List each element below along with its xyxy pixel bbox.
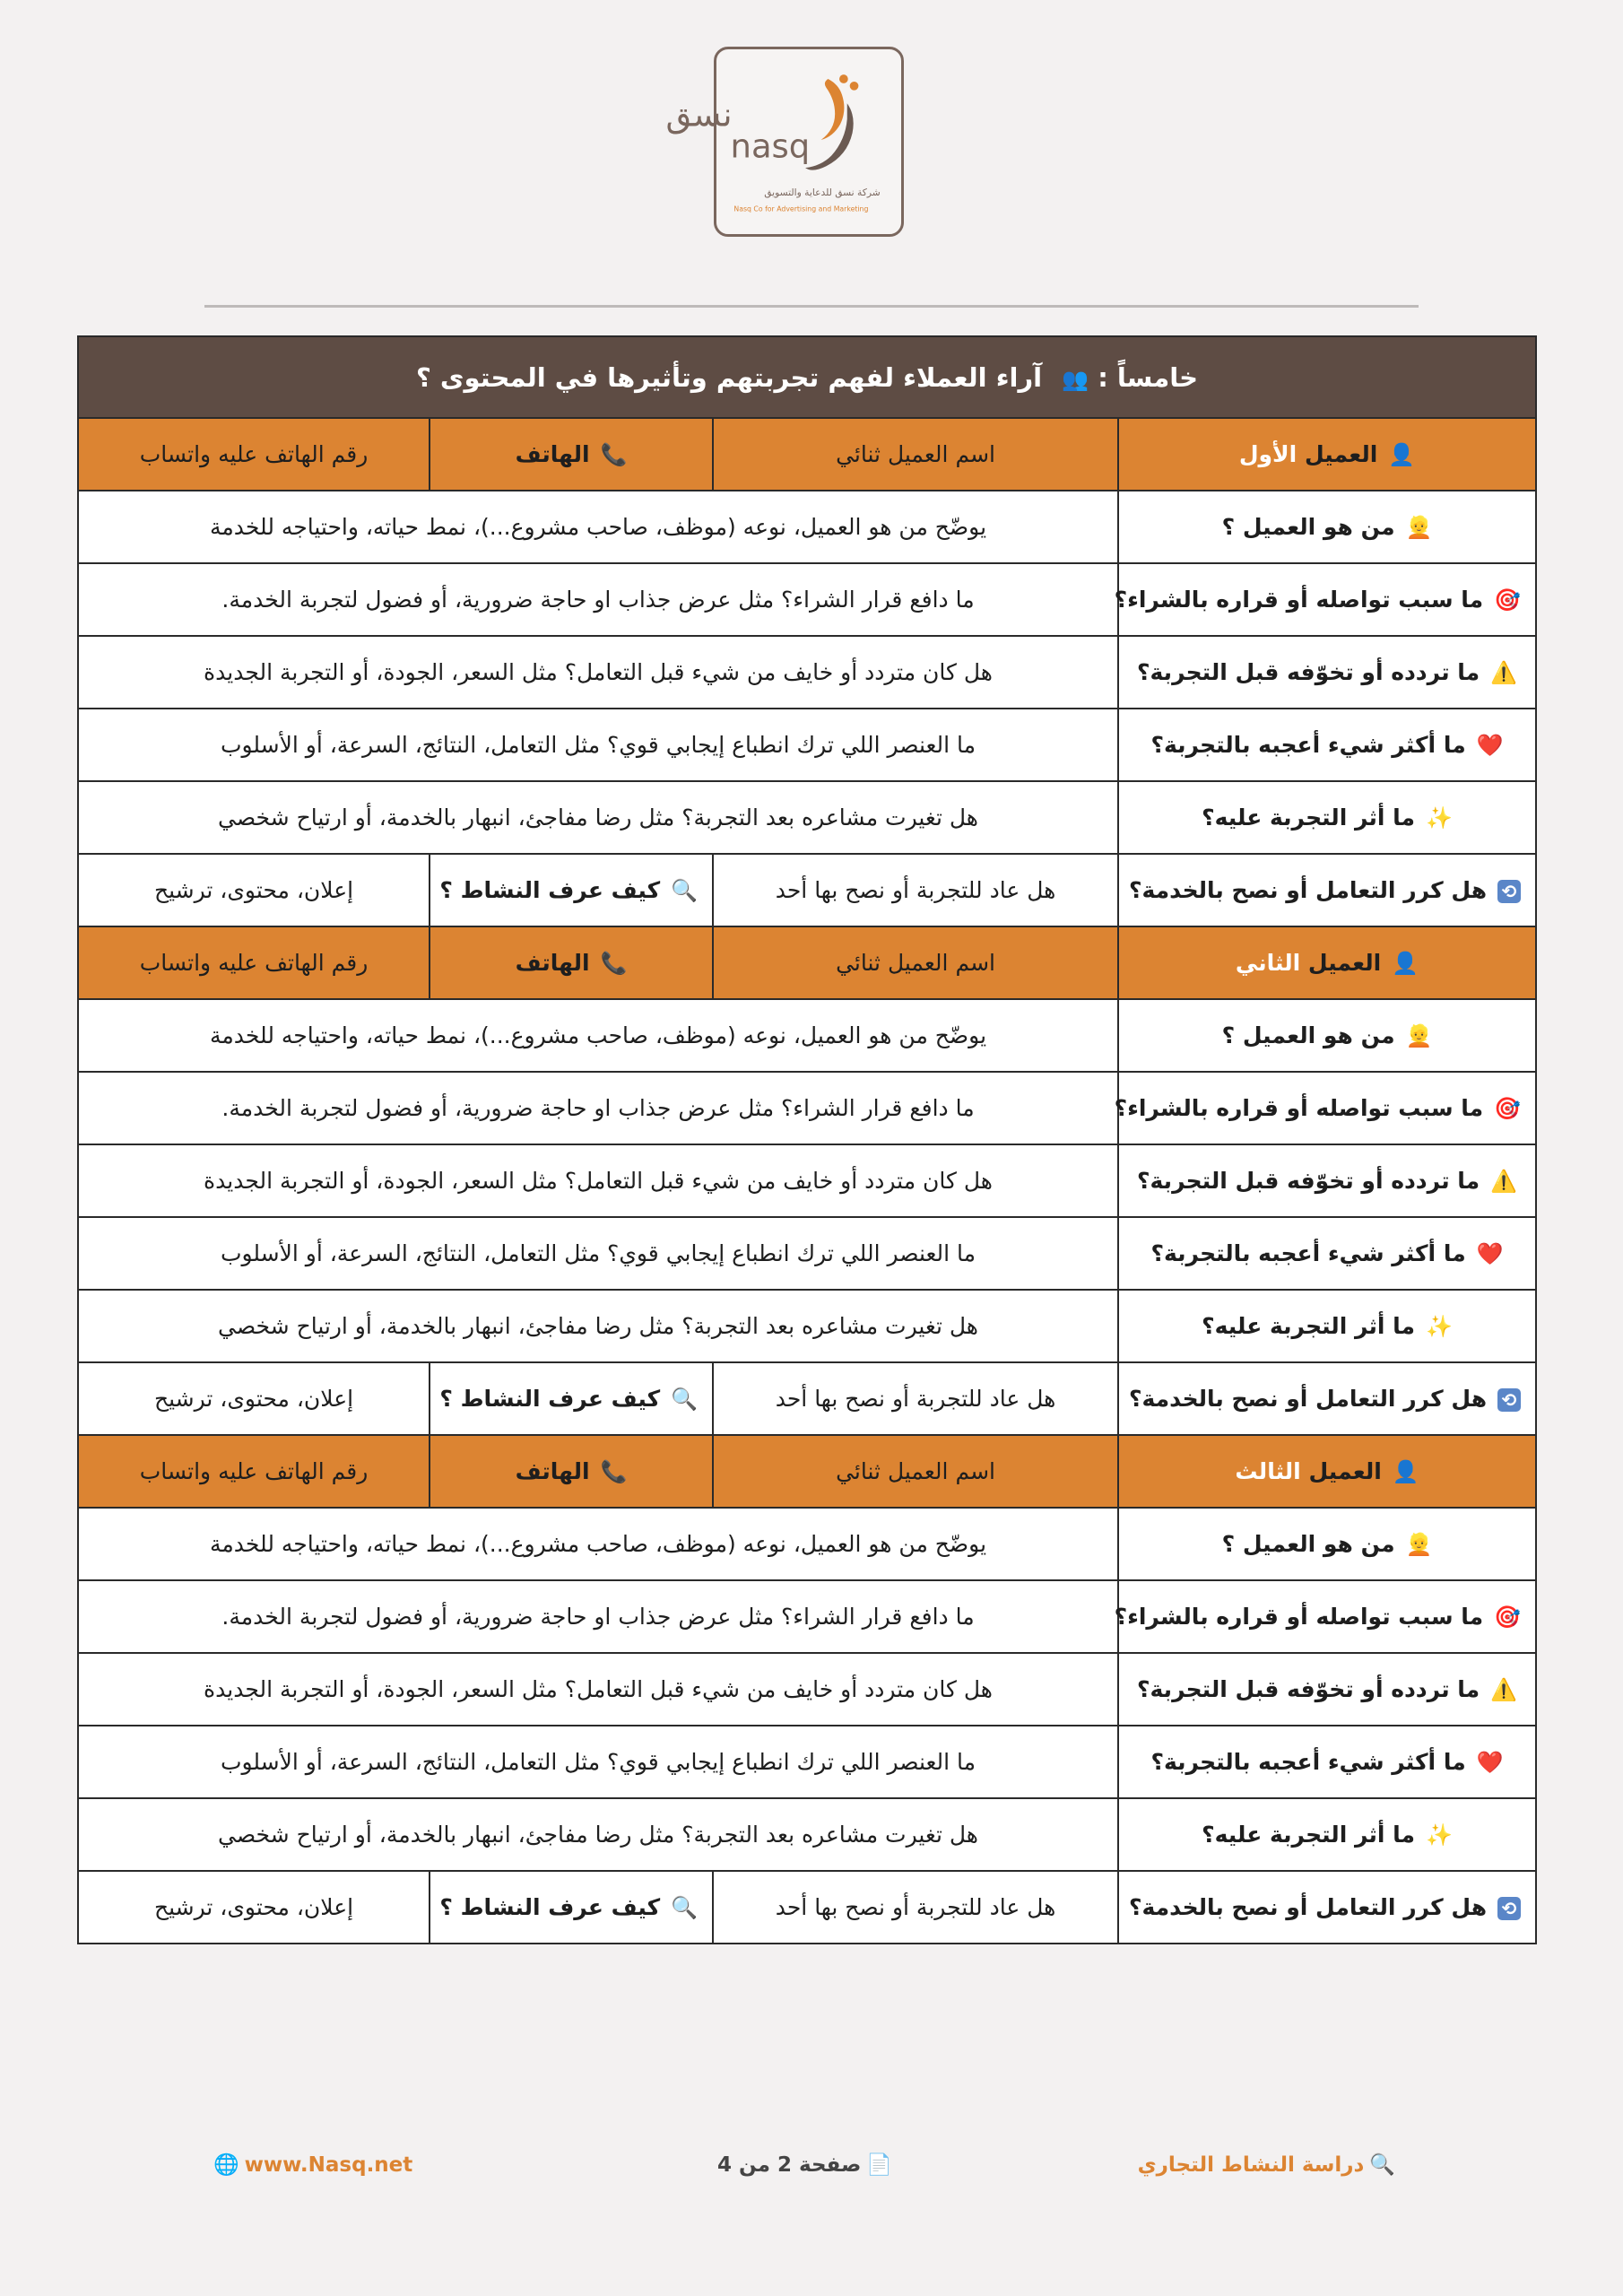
repeat-question: هل كرر التعامل أو نصح بالخدمة؟: [1129, 1894, 1488, 1920]
magnifier-icon: 🔍: [1369, 2153, 1395, 2177]
question-cell: [1118, 999, 1536, 1072]
answer-hint: هل كان متردد أو خايف من شيء قبل التعامل؟ مثل السعر، الجودة، أو التجربة الجديدة: [204, 1676, 993, 1702]
person-icon: 👱: [1405, 1023, 1433, 1048]
user-icon: 👤: [1388, 442, 1416, 467]
heart-icon: ❤️: [1476, 1241, 1504, 1266]
client-label-cell: [1118, 1435, 1536, 1508]
repeat-question: هل كرر التعامل أو نصح بالخدمة؟: [1129, 1386, 1488, 1412]
how-known-label-cell: [430, 854, 713, 926]
answer-cell[interactable]: [78, 563, 1118, 636]
phone-label-cell: [430, 418, 713, 491]
question-cell: [1118, 1144, 1536, 1217]
question-cell: [1118, 1508, 1536, 1580]
client-label: العميل: [1304, 441, 1378, 467]
phone-label: الهاتف: [515, 950, 590, 976]
phone-value-cell[interactable]: [78, 1435, 430, 1508]
answer-cell[interactable]: [78, 636, 1118, 709]
header-divider: [204, 305, 1419, 308]
question-cell: [1118, 1290, 1536, 1362]
question-text: ما أثر التجربة عليه؟: [1202, 1313, 1416, 1339]
warning-icon: ⚠️: [1490, 1169, 1518, 1194]
answer-cell[interactable]: [78, 1726, 1118, 1798]
client-label-cell: [1118, 418, 1536, 491]
question-text: ما أكثر شيء أعجبه بالتجربة؟: [1150, 1749, 1466, 1775]
answer-hint: هل تغيرت مشاعره بعد التجربة؟ مثل رضا مفاجئ، انبهار بالخدمة، أو ارتياح شخصي: [218, 1822, 978, 1848]
answer-hint: ما دافع قرار الشراء؟ مثل عرض جذاب او حاجة ضرورية، أو فضول لتجربة الخدمة.: [221, 1604, 975, 1630]
client-ordinal: الثاني: [1235, 950, 1301, 976]
client-name-cell[interactable]: [713, 926, 1118, 999]
answer-cell[interactable]: [78, 1653, 1118, 1726]
nasq-logo-mark: [665, 49, 901, 234]
globe-icon: 🌐: [213, 2153, 239, 2177]
repeat-answer-hint: هل عاد للتجربة أو نصح بها أحد: [775, 877, 1056, 903]
question-cell: [1118, 1798, 1536, 1871]
phone-label-cell: [430, 1435, 713, 1508]
how-known-value: إعلان، محتوى، ترشيح: [153, 1894, 354, 1920]
phone-icon: 📞: [600, 951, 628, 976]
footer-website[interactable]: [208, 2152, 412, 2177]
answer-cell[interactable]: [78, 1290, 1118, 1362]
question-row: [78, 709, 1536, 781]
client-ordinal: الأول: [1238, 441, 1298, 467]
question-row: [78, 1580, 1536, 1653]
footer-page-number: [717, 2152, 898, 2177]
answer-hint: ما العنصر اللي ترك انطباع إيجابي قوي؟ مثل التعامل، النتائج، السرعة، أو الأسلوب: [220, 1749, 976, 1775]
answer-hint: يوضّح من هو العميل، نوعه (موظف، صاحب مشروع...)، نمط حياته، واحتياجه للخدمة: [209, 1531, 987, 1557]
repeat-row: [78, 1871, 1536, 1944]
question-row: [78, 1726, 1536, 1798]
client-name-placeholder: اسم العميل ثنائي: [836, 950, 995, 976]
question-text: ما تردده أو تخوّفه قبل التجربة؟: [1137, 659, 1480, 685]
question-text: ما سبب تواصله أو قراره بالشراء؟: [1114, 1095, 1484, 1121]
footer-page-text: صفحة 2 من 4: [717, 2153, 862, 2177]
answer-cell[interactable]: [78, 999, 1118, 1072]
client-ordinal: الثالث: [1235, 1458, 1301, 1484]
client-label: العميل: [1308, 1458, 1382, 1484]
phone-value-cell[interactable]: [78, 418, 430, 491]
client-header-row: [78, 926, 1536, 999]
how-known-label: كيف عرف النشاط ؟: [439, 1386, 661, 1412]
question-cell: [1118, 491, 1536, 563]
repeat-answer-hint: هل عاد للتجربة أو نصح بها أحد: [775, 1386, 1056, 1412]
question-row: [78, 563, 1536, 636]
phone-icon: 📞: [600, 1459, 628, 1484]
client-name-cell[interactable]: [713, 418, 1118, 491]
answer-hint: ما العنصر اللي ترك انطباع إيجابي قوي؟ مثل التعامل، النتائج، السرعة، أو الأسلوب: [220, 732, 976, 758]
client-name-placeholder: اسم العميل ثنائي: [836, 1458, 995, 1484]
user-icon: 👤: [1392, 951, 1419, 976]
client-name-cell[interactable]: [713, 1435, 1118, 1508]
section-title-cell: [78, 336, 1536, 418]
answer-cell[interactable]: [78, 491, 1118, 563]
logo-name-ar: نسق: [665, 95, 733, 135]
answer-cell[interactable]: [78, 1580, 1118, 1653]
repeat-answer-cell[interactable]: [713, 1362, 1118, 1435]
repeat-answer-cell[interactable]: [713, 854, 1118, 926]
question-row: [78, 1217, 1536, 1290]
repeat-row: [78, 1362, 1536, 1435]
question-row: [78, 781, 1536, 854]
warning-icon: ⚠️: [1490, 660, 1518, 685]
question-cell: [1114, 1580, 1536, 1653]
sparkles-icon: ✨: [1426, 1314, 1453, 1339]
section-title: آراء العملاء لفهم تجربتهم وتأثيرها في المحتوى ؟: [415, 361, 1043, 393]
answer-hint: ما دافع قرار الشراء؟ مثل عرض جذاب او حاجة ضرورية، أو فضول لتجربة الخدمة.: [221, 1095, 975, 1121]
answer-cell[interactable]: [78, 781, 1118, 854]
phone-label: الهاتف: [515, 1458, 590, 1484]
repeat-question-cell: [1118, 1871, 1536, 1944]
how-known-value: إعلان، محتوى، ترشيح: [153, 1386, 354, 1412]
question-cell: [1118, 1217, 1536, 1290]
person-icon: 👱: [1405, 515, 1433, 540]
repeat-question: هل كرر التعامل أو نصح بالخدمة؟: [1129, 877, 1488, 903]
question-text: من هو العميل ؟: [1221, 514, 1395, 540]
phone-label-cell: [430, 926, 713, 999]
phone-value-placeholder: رقم الهاتف عليه واتساب: [139, 950, 369, 976]
question-row: [78, 1508, 1536, 1580]
client-label: العميل: [1307, 950, 1382, 976]
question-row: [78, 999, 1536, 1072]
answer-cell[interactable]: [78, 1072, 1118, 1144]
phone-value-placeholder: رقم الهاتف عليه واتساب: [139, 1458, 369, 1484]
repeat-row: [78, 854, 1536, 926]
question-cell: [1118, 709, 1536, 781]
section-title-row: [78, 336, 1536, 418]
repeat-answer-cell[interactable]: [713, 1871, 1118, 1944]
answer-hint: ما العنصر اللي ترك انطباع إيجابي قوي؟ مثل التعامل، النتائج، السرعة، أو الأسلوب: [220, 1240, 976, 1266]
answer-cell[interactable]: [78, 1798, 1118, 1871]
client-label-cell: [1118, 926, 1536, 999]
how-known-label: كيف عرف النشاط ؟: [439, 877, 661, 903]
question-row: [78, 1290, 1536, 1362]
customer-reviews-table: [77, 335, 1537, 1944]
question-row: [78, 1072, 1536, 1144]
logo-tagline-ar: شركة نسق للدعاية والتسويق: [764, 187, 881, 199]
phone-value-cell[interactable]: [78, 926, 430, 999]
question-text: ما تردده أو تخوّفه قبل التجربة؟: [1137, 1676, 1480, 1702]
sparkles-icon: ✨: [1426, 1822, 1453, 1848]
how-known-value-cell[interactable]: [78, 1362, 430, 1435]
repeat-icon: ⟲: [1497, 1897, 1521, 1920]
document-icon: 📄: [866, 2153, 892, 2177]
answer-hint: هل كان متردد أو خايف من شيء قبل التعامل؟ مثل السعر، الجودة، أو التجربة الجديدة: [204, 1168, 993, 1194]
answer-hint: يوضّح من هو العميل، نوعه (موظف، صاحب مشروع...)، نمط حياته، واحتياجه للخدمة: [209, 1022, 987, 1048]
footer-website-link[interactable]: www.Nasq.net: [244, 2153, 413, 2177]
question-cell: [1118, 636, 1536, 709]
answer-hint: ما دافع قرار الشراء؟ مثل عرض جذاب او حاجة ضرورية، أو فضول لتجربة الخدمة.: [221, 587, 975, 613]
warning-icon: ⚠️: [1490, 1677, 1518, 1702]
how-known-label-cell: [430, 1362, 713, 1435]
phone-value-placeholder: رقم الهاتف عليه واتساب: [139, 441, 369, 467]
answer-cell[interactable]: [78, 1217, 1118, 1290]
repeat-answer-hint: هل عاد للتجربة أو نصح بها أحد: [775, 1894, 1056, 1920]
sparkles-icon: ✨: [1426, 805, 1453, 831]
how-known-label: كيف عرف النشاط ؟: [439, 1894, 661, 1920]
target-icon: 🎯: [1494, 1096, 1522, 1121]
how-known-value-cell[interactable]: [78, 1871, 430, 1944]
question-cell: [1118, 781, 1536, 854]
question-text: من هو العميل ؟: [1221, 1531, 1395, 1557]
answer-cell[interactable]: [78, 709, 1118, 781]
question-row: [78, 636, 1536, 709]
search-icon: 🔍: [671, 1387, 699, 1412]
how-known-value: إعلان، محتوى، ترشيح: [153, 877, 354, 903]
question-text: ما تردده أو تخوّفه قبل التجربة؟: [1137, 1168, 1480, 1194]
question-cell: [1118, 1726, 1536, 1798]
question-row: [78, 491, 1536, 563]
heart-icon: ❤️: [1476, 733, 1504, 758]
how-known-value-cell[interactable]: [78, 854, 430, 926]
question-cell: [1118, 1653, 1536, 1726]
phone-label: الهاتف: [515, 441, 590, 467]
question-text: ما أثر التجربة عليه؟: [1202, 1822, 1416, 1848]
phone-icon: 📞: [600, 442, 628, 467]
footer-study: [1138, 2152, 1401, 2177]
footer-study-text: دراسة النشاط التجاري: [1137, 2153, 1365, 2177]
logo-tagline-en: Nasq Co for Advertising and Marketing: [733, 204, 869, 213]
answer-hint: هل تغيرت مشاعره بعد التجربة؟ مثل رضا مفاجئ، انبهار بالخدمة، أو ارتياح شخصي: [218, 804, 978, 831]
logo-name-en: nasq: [730, 126, 811, 166]
question-text: من هو العميل ؟: [1221, 1022, 1395, 1048]
question-text: ما أكثر شيء أعجبه بالتجربة؟: [1150, 1240, 1466, 1266]
repeat-question-cell: [1118, 1362, 1536, 1435]
person-icon: 👱: [1405, 1532, 1433, 1557]
question-text: ما أكثر شيء أعجبه بالتجربة؟: [1150, 732, 1466, 758]
search-icon: 🔍: [671, 878, 699, 903]
repeat-question-cell: [1118, 854, 1536, 926]
client-header-row: [78, 1435, 1536, 1508]
question-text: ما سبب تواصله أو قراره بالشراء؟: [1114, 1604, 1484, 1630]
how-known-label-cell: [430, 1871, 713, 1944]
question-text: ما أثر التجربة عليه؟: [1202, 804, 1416, 831]
answer-hint: يوضّح من هو العميل، نوعه (موظف، صاحب مشروع...)، نمط حياته، واحتياجه للخدمة: [209, 514, 987, 540]
search-icon: 🔍: [671, 1895, 699, 1920]
client-header-row: [78, 418, 1536, 491]
question-row: [78, 1653, 1536, 1726]
repeat-icon: ⟲: [1497, 1388, 1521, 1412]
question-row: [78, 1144, 1536, 1217]
target-icon: 🎯: [1494, 1605, 1522, 1630]
answer-hint: هل كان متردد أو خايف من شيء قبل التعامل؟ مثل السعر، الجودة، أو التجربة الجديدة: [204, 659, 993, 685]
repeat-icon: ⟲: [1497, 880, 1521, 903]
target-icon: 🎯: [1494, 587, 1522, 613]
heart-icon: ❤️: [1476, 1750, 1504, 1775]
question-cell: [1114, 563, 1536, 636]
client-name-placeholder: اسم العميل ثنائي: [836, 441, 995, 467]
question-text: ما سبب تواصله أو قراره بالشراء؟: [1114, 587, 1484, 613]
company-logo: [665, 47, 904, 237]
section-prefix: خامساً :: [1098, 361, 1199, 393]
answer-hint: هل تغيرت مشاعره بعد التجربة؟ مثل رضا مفاجئ، انبهار بالخدمة، أو ارتياح شخصي: [218, 1313, 978, 1339]
question-cell: [1114, 1072, 1536, 1144]
question-row: [78, 1798, 1536, 1871]
answer-cell[interactable]: [78, 1508, 1118, 1580]
people-icon: 👥: [1062, 366, 1089, 392]
answer-cell[interactable]: [78, 1144, 1118, 1217]
user-icon: 👤: [1392, 1459, 1419, 1484]
